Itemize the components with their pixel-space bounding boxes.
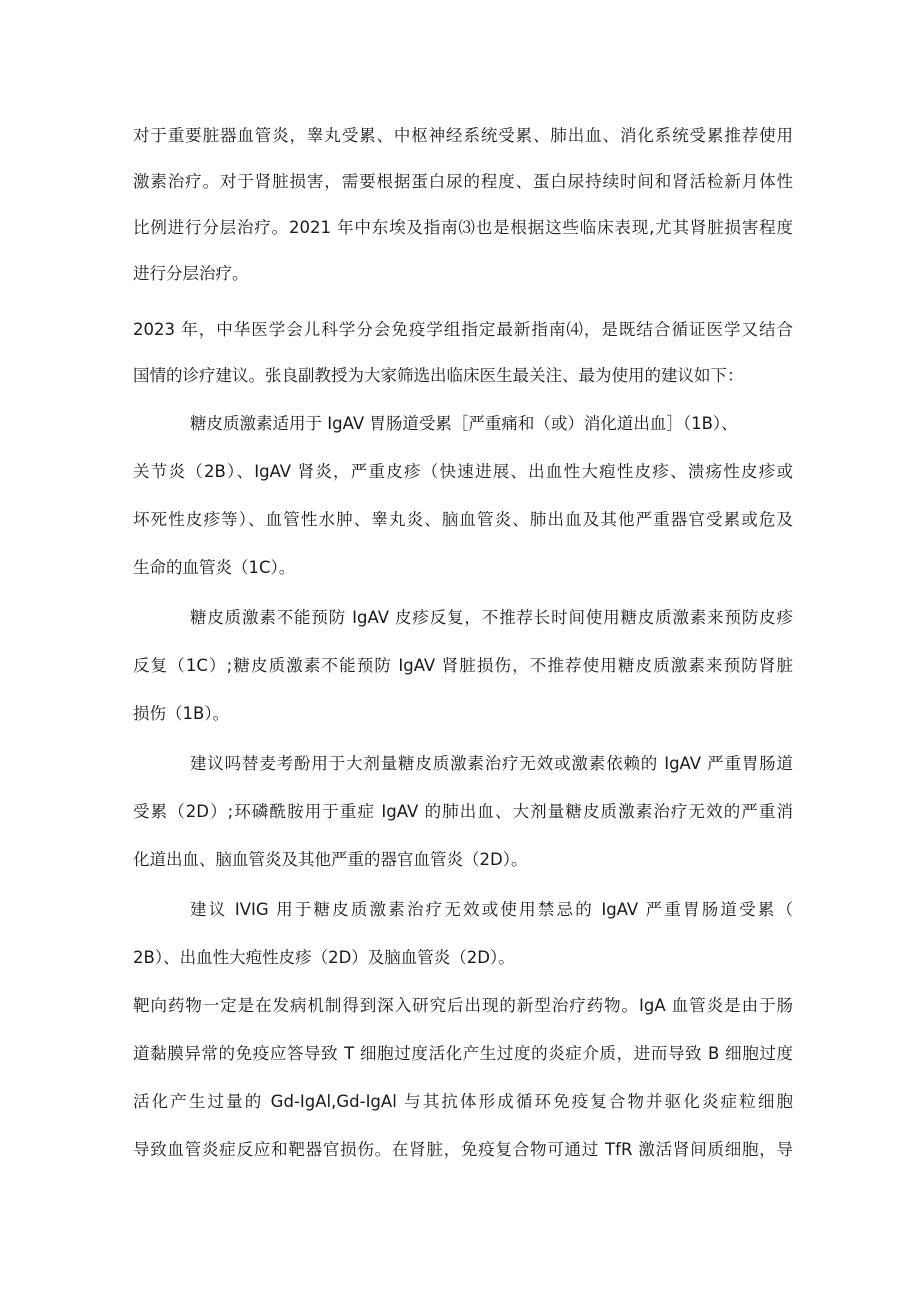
paragraph-3-line-1: 糖皮质激素适用于 IgAV 胃肠道受累［严重痛和（或）消化道出血］（1B）、 (190, 414, 738, 433)
paragraph-1-line-3: 比例进行分层治疗。2021 年中东埃及指南⑶也是根据这些临床表现,尤其肾脏损害程度 (133, 218, 793, 237)
paragraph-2-line-2: 国情的诊疗建议。张良副教授为大家筛选出临床医生最关注、最为使用的建议如下： (133, 366, 744, 385)
paragraph-4-line-1: 糖皮质激素不能预防 IgAV 皮疹反复，不推荐长时间使用糖皮质激素来预防皮疹 (190, 608, 793, 627)
paragraph-1-line-1: 对于重要脏器血管炎，睾丸受累、中枢神经系统受累、肺出血、消化系统受累推荐使用 (133, 126, 793, 145)
paragraph-3-line-4: 生命的血管炎（1C）。 (133, 558, 296, 577)
paragraph-5-line-2: 受累（2D）;环磷酰胺用于重症 IgAV 的肺出血、大剂量糖皮质激素治疗无效的严重消 (133, 802, 793, 821)
paragraph-1-line-4: 进行分层治疗。 (133, 264, 249, 283)
paragraph-5-line-1: 建议吗替麦考酚用于大剂量糖皮质激素治疗无效或激素依赖的 IgAV 严重胃肠道 (190, 754, 793, 773)
paragraph-3-line-2: 关节炎（2B）、IgAV 肾炎，严重皮疹（快速进展、出血性大疱性皮疹、溃疡性皮疹或 (133, 462, 793, 481)
paragraph-3-line-3: 坏死性皮疹等）、血管性水肿、睾丸炎、脑血管炎、肺出血及其他严重器官受累或危及 (133, 510, 793, 529)
paragraph-6-line-2: 2B）、出血性大疱性皮疹（2D）及脑血管炎（2D）。 (133, 948, 515, 967)
paragraph-5-line-3: 化道出血、脑血管炎及其他严重的器官血管炎（2D）。 (133, 850, 528, 869)
paragraph-7-line-2: 道黏膜异常的免疫应答导致 T 细胞过度活化产生过度的炎症介质，进而导致 B 细胞过度 (133, 1044, 793, 1063)
paragraph-1-line-2: 激素治疗。对于肾脏损害，需要根据蛋白尿的程度、蛋白尿持续时间和肾活检新月体性 (133, 172, 793, 191)
paragraph-4-line-3: 损伤（1B）。 (133, 704, 230, 723)
paragraph-7-line-1: 靶向药物一定是在发病机制得到深入研究后出现的新型治疗药物。IgA 血管炎是由于肠 (133, 996, 793, 1015)
paragraph-4-line-2: 反复（1C）;糖皮质激素不能预防 IgAV 肾脏损伤，不推荐使用糖皮质激素来预防肾脏 (133, 656, 793, 675)
paragraph-6-line-1: 建议 IVIG 用于糖皮质激素治疗无效或使用禁忌的 IgAV 严重胃肠道受累（ (190, 900, 793, 919)
paragraph-7-line-3: 活化产生过量的 Gd-IgAl,Gd-IgAl 与其抗体形成循环免疫复合物并驱化炎症粒细胞 (133, 1092, 793, 1111)
paragraph-7-line-4: 导致血管炎症反应和靶器官损伤。在肾脏，免疫复合物可通过 TfR 激活肾间质细胞，导 (133, 1140, 793, 1159)
paragraph-2-line-1: 2023 年，中华医学会儿科学分会免疫学组指定最新指南⑷，是既结合循证医学又结合 (133, 320, 793, 339)
